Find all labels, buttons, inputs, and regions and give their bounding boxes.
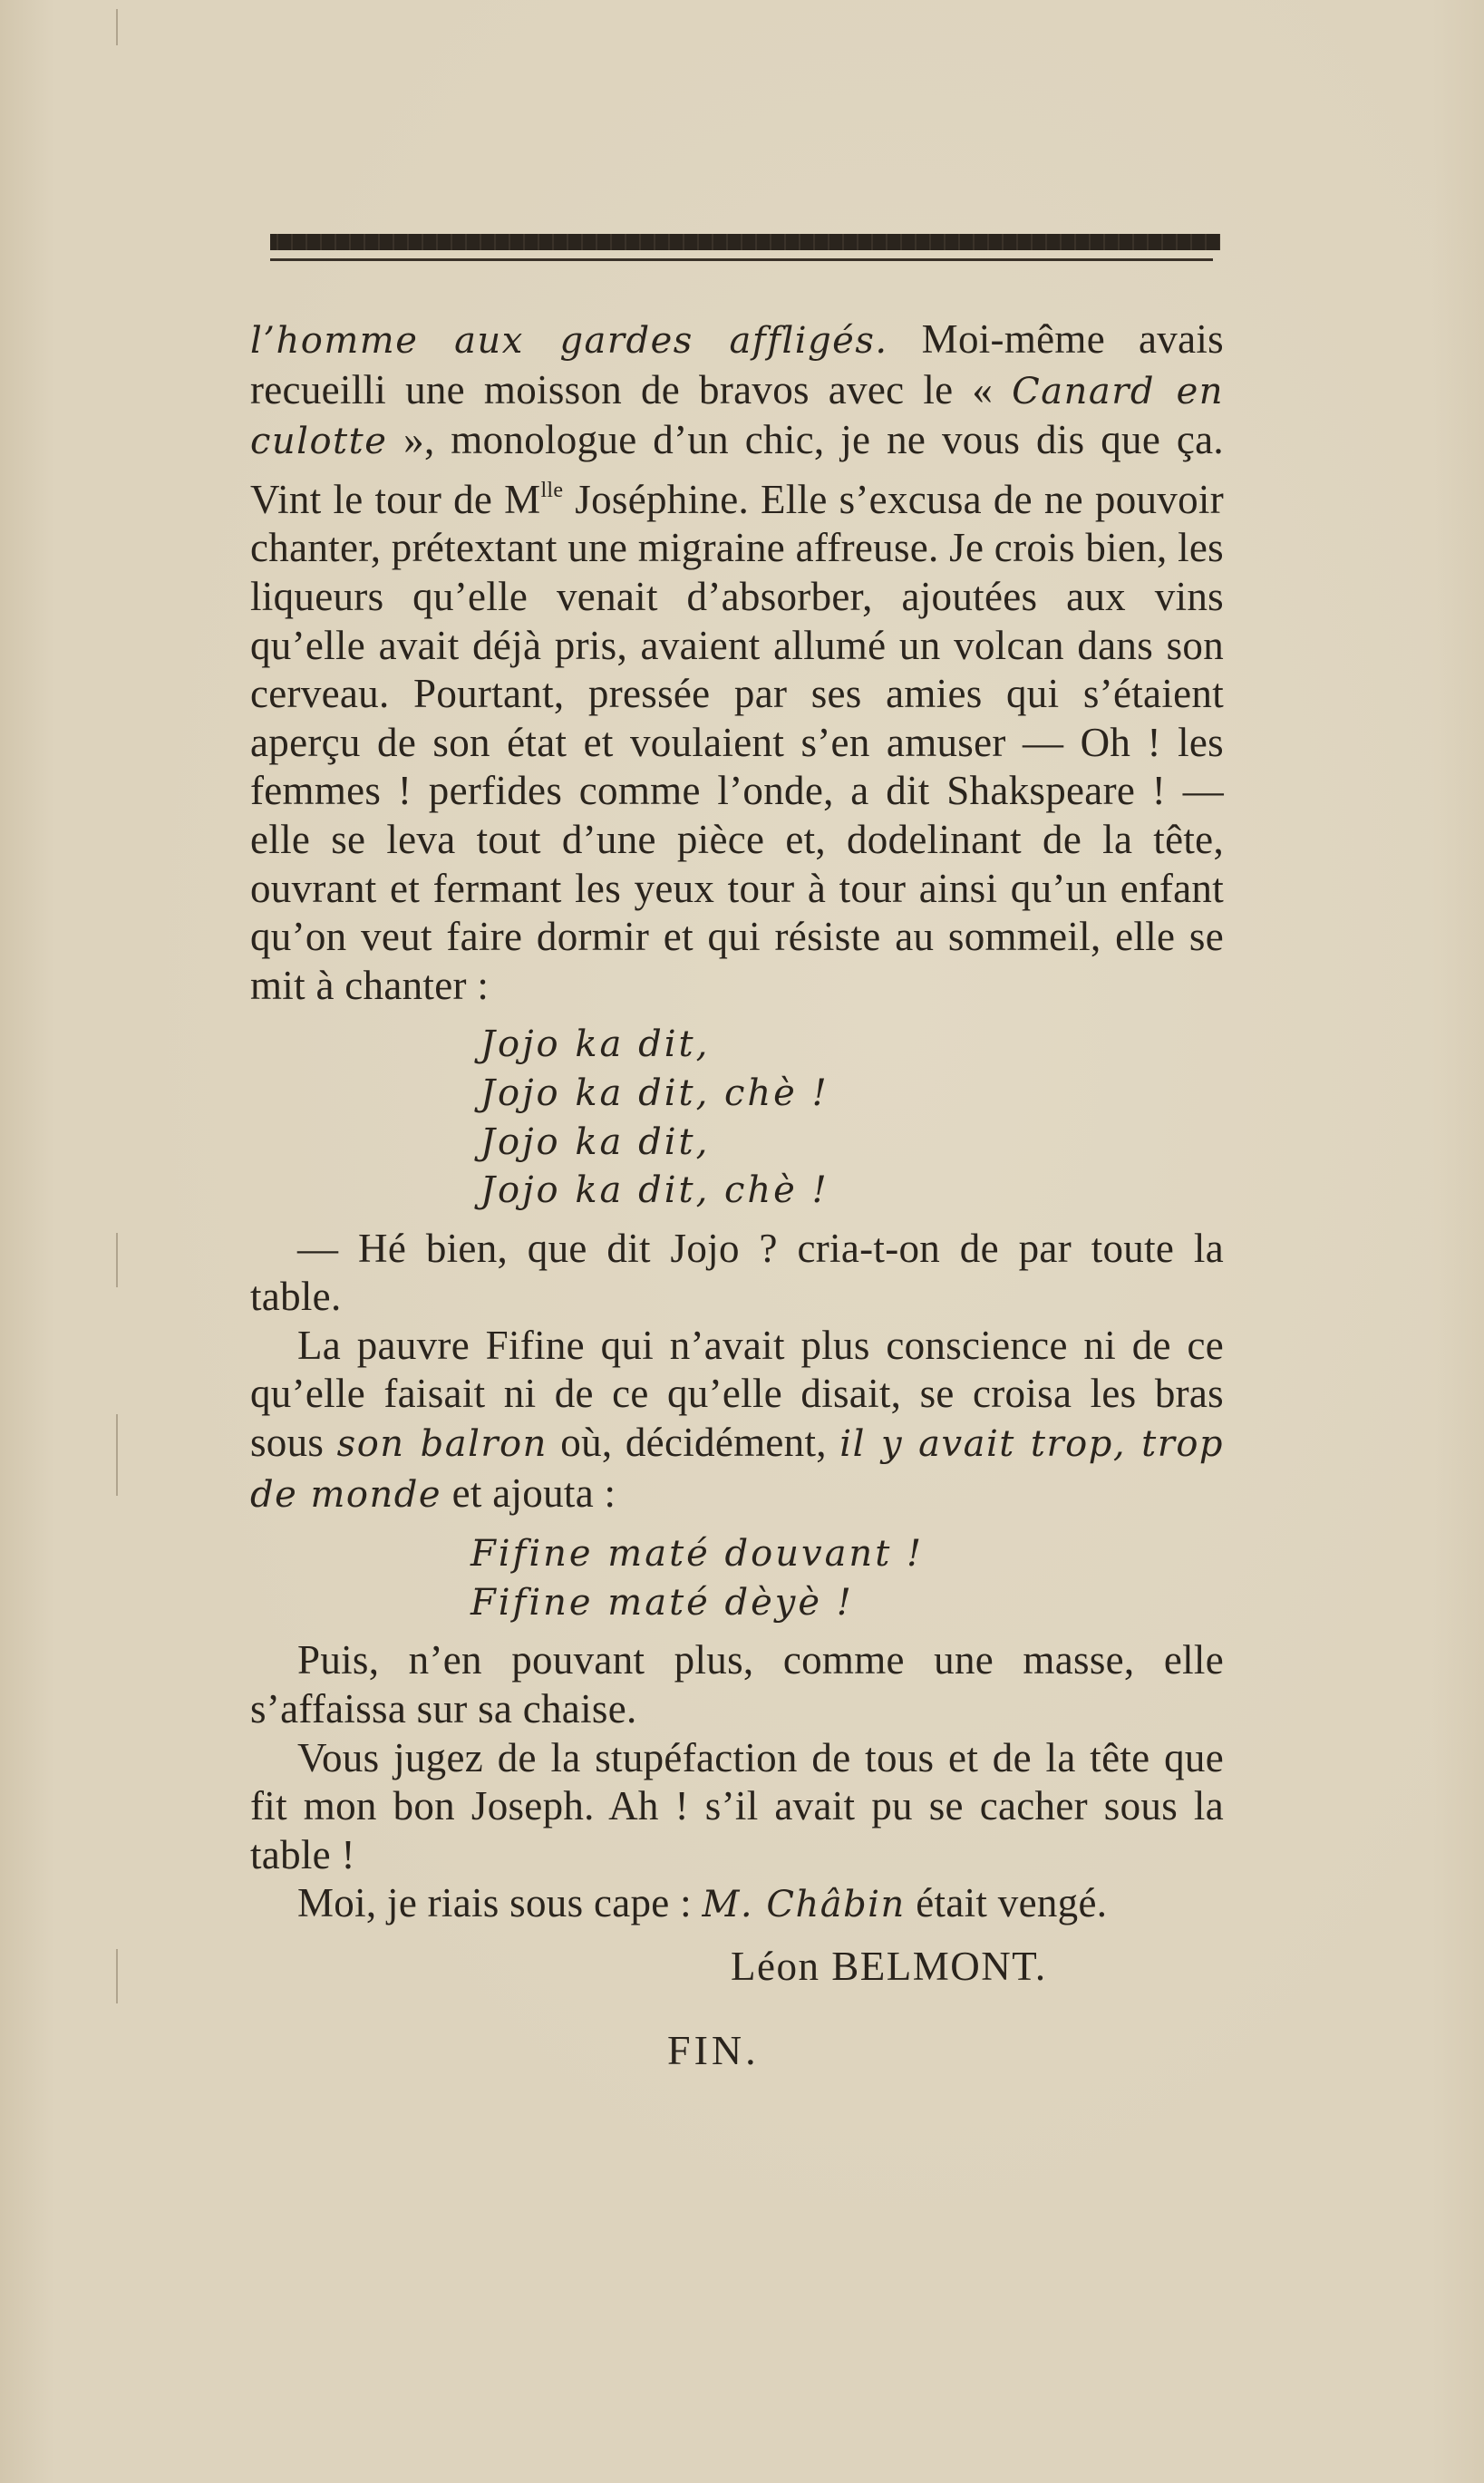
text-run: était vengé. bbox=[905, 1880, 1108, 1926]
verse-line: Jojo ka dit, chè ! bbox=[480, 1072, 829, 1114]
verse-line: Jojo ka dit, bbox=[480, 1120, 711, 1163]
paragraph bbox=[250, 315, 1224, 1010]
text-run: Moi, je riais sous cape : bbox=[297, 1880, 703, 1926]
binding-mark bbox=[116, 1414, 118, 1496]
text-italic: il y avait trop, trop de monde bbox=[250, 1423, 1225, 1516]
verse-line: Fifine maté dèyè ! bbox=[470, 1581, 854, 1624]
text-run: Moi-même avais recueilli une moisson de bravos avec le « bbox=[250, 316, 1224, 412]
paragraph bbox=[250, 1879, 1224, 1930]
verse-line: Jojo ka dit, bbox=[480, 1023, 711, 1066]
paragraph bbox=[250, 1225, 1224, 1322]
binding-mark bbox=[116, 9, 118, 45]
text-run: et ajouta : bbox=[441, 1469, 616, 1516]
author-signature: Léon BELMONT. bbox=[731, 1944, 1047, 1989]
text-run: Vous jugez de la stupéfaction de tous et de la tête que fit mon bon Joseph. Ah ! s’il avait pu se cacher sous la table ! bbox=[250, 1734, 1224, 1877]
text-italic: Canard en culotte bbox=[250, 370, 1225, 463]
superscript: lle bbox=[540, 478, 564, 502]
text-run: — Hé bien, que dit Jojo ? cria-t-on de par toute la table. bbox=[250, 1225, 1224, 1320]
header-ornament-rule bbox=[270, 234, 1220, 250]
end-mark: FIN. bbox=[667, 2026, 760, 2073]
text-run: Joséphine. Elle s’excusa de ne pouvoir chanter, prétextant une migraine affreuse. Je crois bien, les liqueurs qu’elle venait d’absorber, ajoutées aux vins qu’elle avait déjà pris, avaient allumé un volcan dans son cerveau. Pourtant, pressée par ses amies qui s’étaient aperçu de son état et voulaient s’en amuser — Oh ! les femmes ! perfides comme l’onde, a dit Shakspeare ! — elle se leva tout d’une pièce et, dodelinant de la tête, ouvrant et fermant les yeux tour à tour ainsi qu’un enfant qu’on veut faire dormir et qui résiste au sommeil, elle se mit à chanter : bbox=[250, 476, 1224, 1008]
text-italic: l’homme aux gardes affligés. bbox=[250, 320, 888, 362]
paragraph bbox=[250, 1734, 1224, 1880]
paragraph bbox=[250, 1636, 1224, 1733]
body-text bbox=[250, 315, 1224, 2074]
song-verse-jojo bbox=[250, 1021, 1224, 1215]
verse-line: Fifine maté douvant ! bbox=[470, 1533, 925, 1576]
song-verse-fifine bbox=[250, 1530, 1224, 1627]
text-run: La pauvre Fifine qui n’avait plus conscience ni de ce qu’elle faisait ni de ce qu’elle disait, se croisa les bras sous bbox=[250, 1322, 1224, 1466]
binding-mark bbox=[116, 1949, 118, 2003]
paragraph bbox=[250, 1322, 1224, 1519]
text-italic: son balron bbox=[336, 1423, 548, 1466]
text-run: », monologue d’un chic, je ne vous dis que ça. Vint le tour de M bbox=[250, 417, 1224, 522]
header-thin-rule bbox=[270, 258, 1213, 261]
text-italic: M. Châbin bbox=[702, 1884, 906, 1926]
text-run: où, décidément, bbox=[547, 1420, 840, 1466]
text-run: Puis, n’en pouvant plus, comme une masse, elle s’affaissa sur sa chaise. bbox=[250, 1637, 1224, 1732]
binding-mark bbox=[116, 1233, 118, 1287]
verse-line: Jojo ka dit, chè ! bbox=[480, 1169, 829, 1212]
